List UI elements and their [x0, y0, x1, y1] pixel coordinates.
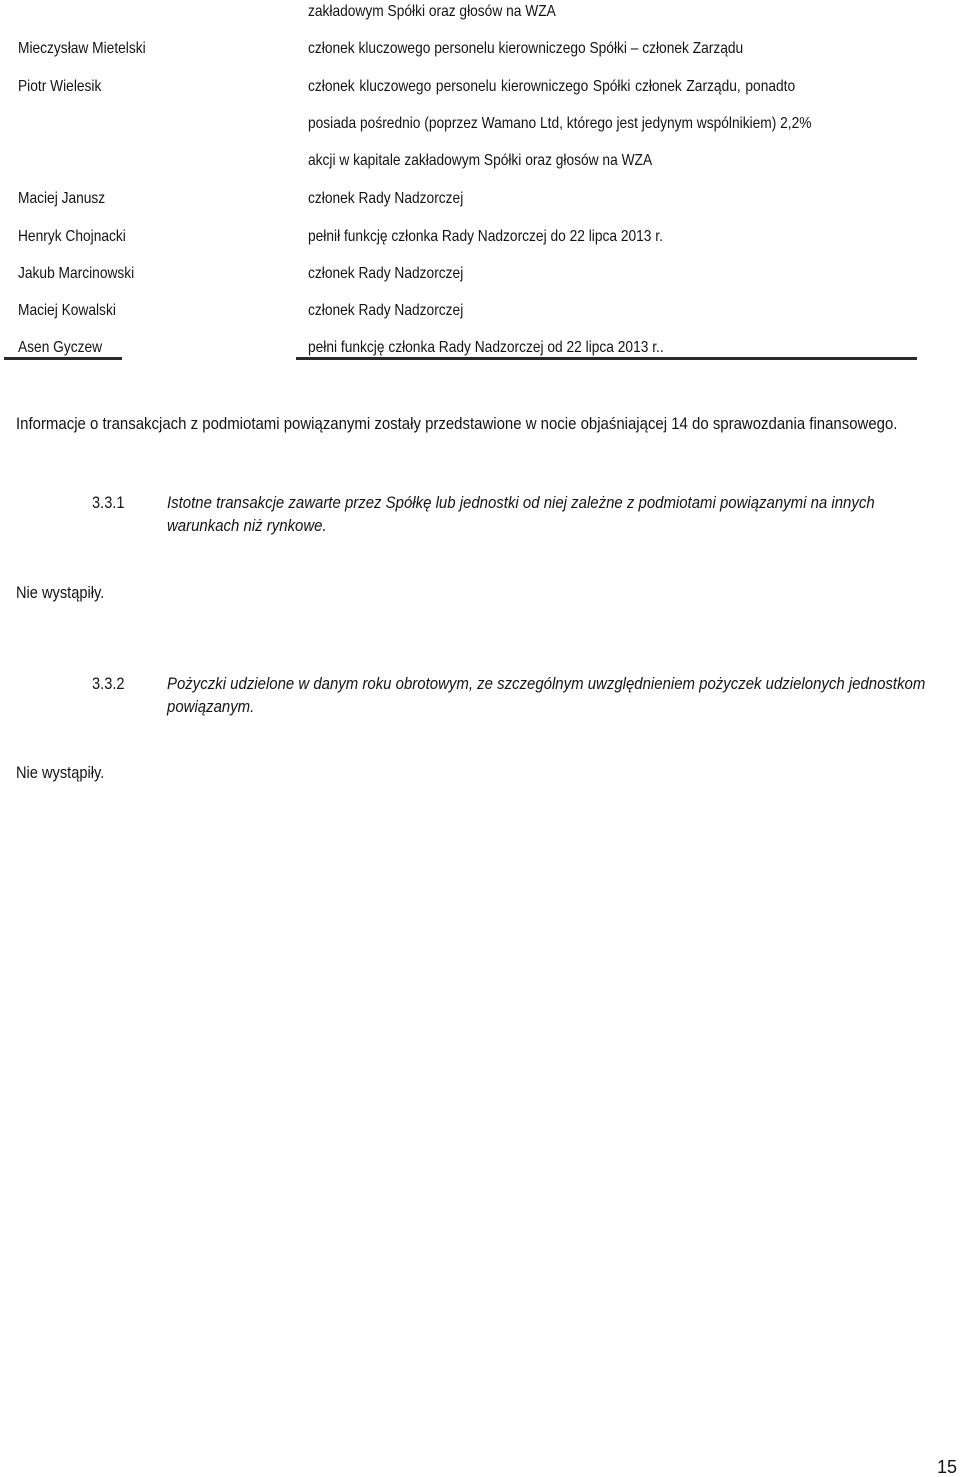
role-text: pełnił funkcję członka Rady Nadzorczej do 22 lipca 2013 r. [308, 228, 663, 245]
role-text: pełni funkcję członka Rady Nadzorczej od 22 lipca 2013 r.. [308, 339, 664, 356]
section-title [167, 672, 957, 718]
role-text: członek kluczowego personelu kierowniczego Spółki członek Zarządu, ponadto [308, 78, 796, 95]
paragraph-text: Informacje o transakcjach z podmiotami powiązanymi zostały przedstawione w nocie objaśniającej 14 do sprawozdania finansowego. [16, 414, 898, 433]
section-number: 3.3.1 [92, 493, 125, 512]
role-text: posiada pośrednio (poprzez Wamano Ltd, którego jest jedynym wspólnikiem) 2,2% [308, 115, 812, 132]
role-text: akcji w kapitale zakładowym Spółki oraz głosów na WZA [308, 152, 653, 169]
section-title [167, 491, 957, 537]
section-title-text: Pożyczki udzielone w danym roku obrotowym, ze szczególnym uwzględnieniem pożyczek udzielonych jednostkom powiązanym. [167, 674, 926, 716]
table-bottom-rule [296, 357, 917, 360]
person-name: Mieczysław Mietelski [18, 40, 146, 57]
person-name: Asen Gyczew [18, 339, 103, 356]
person-name: Maciej Janusz [18, 190, 106, 207]
person-name: Maciej Kowalski [18, 302, 116, 319]
table-bottom-rule [4, 357, 122, 360]
person-name: Henryk Chojnacki [18, 228, 126, 245]
page-number: 15 [937, 1457, 958, 1477]
person-name: Piotr Wielesik [18, 78, 102, 95]
section-title-text: Istotne transakcje zawarte przez Spółkę lub jednostki od niej zależne z podmiotami powiązanymi na innych warunkach niż rynkowe. [167, 493, 875, 535]
role-text: zakładowym Spółki oraz głosów na WZA [308, 3, 556, 20]
role-text: członek Rady Nadzorczej [308, 190, 464, 207]
role-text: członek kluczowego personelu kierowniczego Spółki – członek Zarządu [308, 40, 744, 57]
related-transactions-note [16, 412, 960, 436]
person-name: Jakub Marcinowski [18, 265, 135, 282]
section-answer: Nie wystąpiły. [16, 583, 105, 602]
section-number: 3.3.2 [92, 674, 125, 693]
role-text: członek Rady Nadzorczej [308, 302, 464, 319]
section-answer: Nie wystąpiły. [16, 763, 105, 782]
role-text: członek Rady Nadzorczej [308, 265, 464, 282]
